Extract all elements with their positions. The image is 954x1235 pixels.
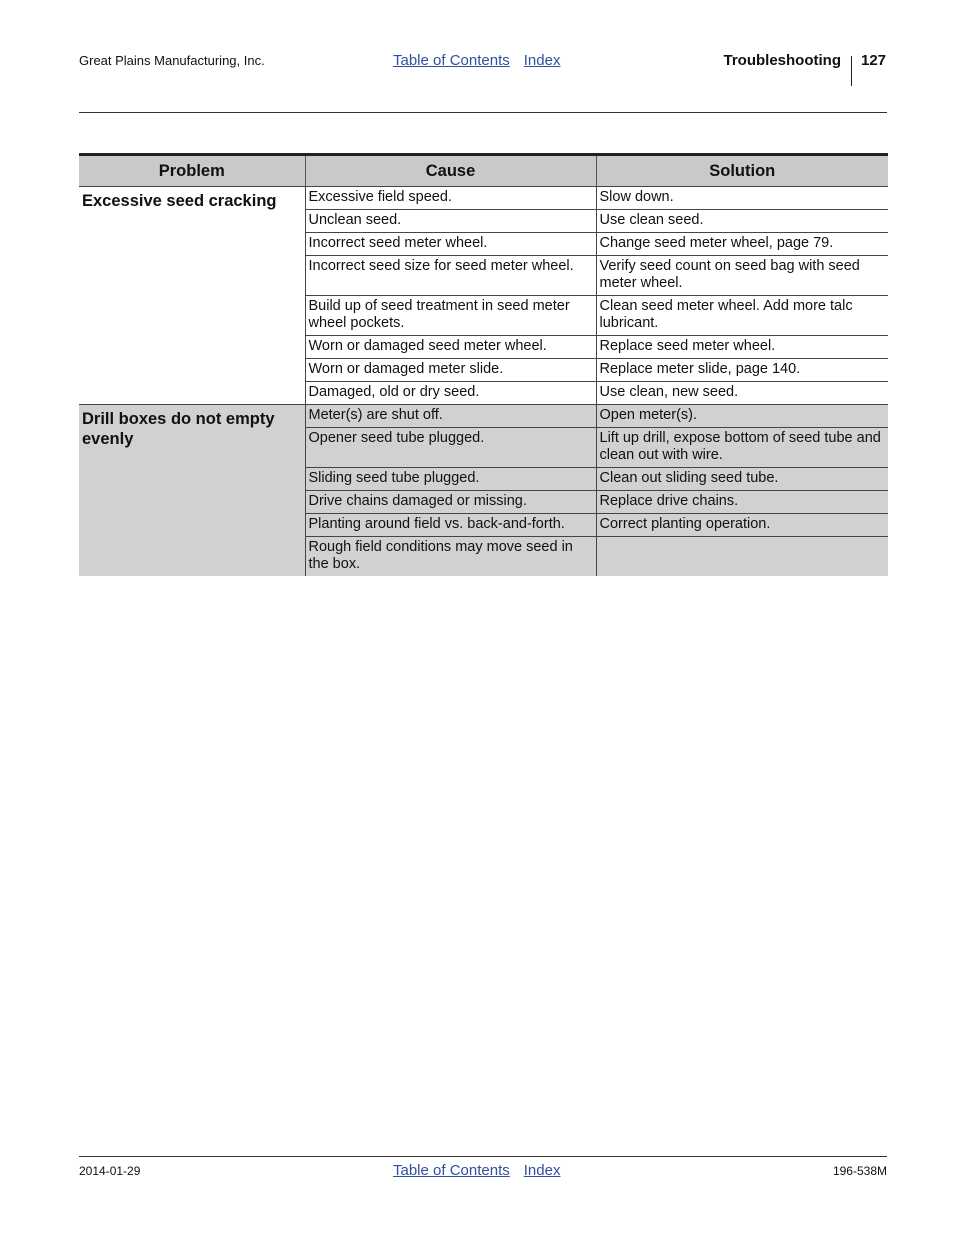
section-title: Troubleshooting: [723, 52, 841, 69]
solution-cell: Replace meter slide, page 140.: [596, 359, 888, 382]
solution-cell: Correct planting operation.: [596, 514, 888, 537]
troubleshooting-table: [79, 153, 888, 576]
solution-cell: Change seed meter wheel, page 79.: [596, 233, 888, 256]
toc-link[interactable]: Table of Contents: [393, 1162, 510, 1179]
cause-cell: Excessive field speed.: [305, 187, 596, 210]
table-row: [79, 187, 888, 210]
footer-nav: [393, 1162, 574, 1179]
table-row: [79, 405, 888, 428]
cause-cell: Drive chains damaged or missing.: [305, 491, 596, 514]
cause-cell: Worn or damaged meter slide.: [305, 359, 596, 382]
cause-cell: Damaged, old or dry seed.: [305, 382, 596, 405]
cause-cell: Planting around field vs. back-and-forth.: [305, 514, 596, 537]
solution-cell: Open meter(s).: [596, 405, 888, 428]
solution-cell: Replace seed meter wheel.: [596, 336, 888, 359]
cause-cell: Rough field conditions may move seed in the box.: [305, 537, 596, 577]
solution-cell: Use clean, new seed.: [596, 382, 888, 405]
column-header-cause: Cause: [305, 155, 596, 187]
column-header-solution: Solution: [596, 155, 888, 187]
footer-rule: [79, 1156, 887, 1157]
solution-cell: Lift up drill, expose bottom of seed tube and clean out with wire.: [596, 428, 888, 468]
solution-cell: Clean seed meter wheel. Add more talc lubricant.: [596, 296, 888, 336]
problem-cell: Excessive seed cracking: [79, 187, 305, 405]
company-name: Great Plains Manufacturing, Inc.: [79, 53, 265, 68]
problem-cell: Drill boxes do not empty evenly: [79, 405, 305, 577]
cause-cell: Incorrect seed meter wheel.: [305, 233, 596, 256]
cause-cell: Sliding seed tube plugged.: [305, 468, 596, 491]
index-link[interactable]: Index: [523, 1162, 561, 1179]
cause-cell: Unclean seed.: [305, 210, 596, 233]
cause-cell: Build up of seed treatment in seed meter wheel pockets.: [305, 296, 596, 336]
solution-cell: Slow down.: [596, 187, 888, 210]
solution-cell: [596, 537, 888, 577]
header-nav: [393, 52, 574, 69]
header-rule: [79, 112, 887, 113]
document-code: 196-538M: [832, 1164, 887, 1178]
column-header-problem: Problem: [79, 155, 305, 187]
footer-date: 2014-01-29: [79, 1164, 141, 1178]
index-link[interactable]: Index: [523, 52, 561, 69]
header-divider: [851, 56, 852, 86]
solution-cell: Verify seed count on seed bag with seed meter wheel.: [596, 256, 888, 296]
page-number: 127: [861, 52, 887, 69]
solution-cell: Replace drive chains.: [596, 491, 888, 514]
solution-cell: Clean out sliding seed tube.: [596, 468, 888, 491]
table-header-row: [79, 155, 888, 187]
cause-cell: Worn or damaged seed meter wheel.: [305, 336, 596, 359]
cause-cell: Opener seed tube plugged.: [305, 428, 596, 468]
cause-cell: Incorrect seed size for seed meter wheel.: [305, 256, 596, 296]
cause-cell: Meter(s) are shut off.: [305, 405, 596, 428]
solution-cell: Use clean seed.: [596, 210, 888, 233]
toc-link[interactable]: Table of Contents: [393, 52, 510, 69]
